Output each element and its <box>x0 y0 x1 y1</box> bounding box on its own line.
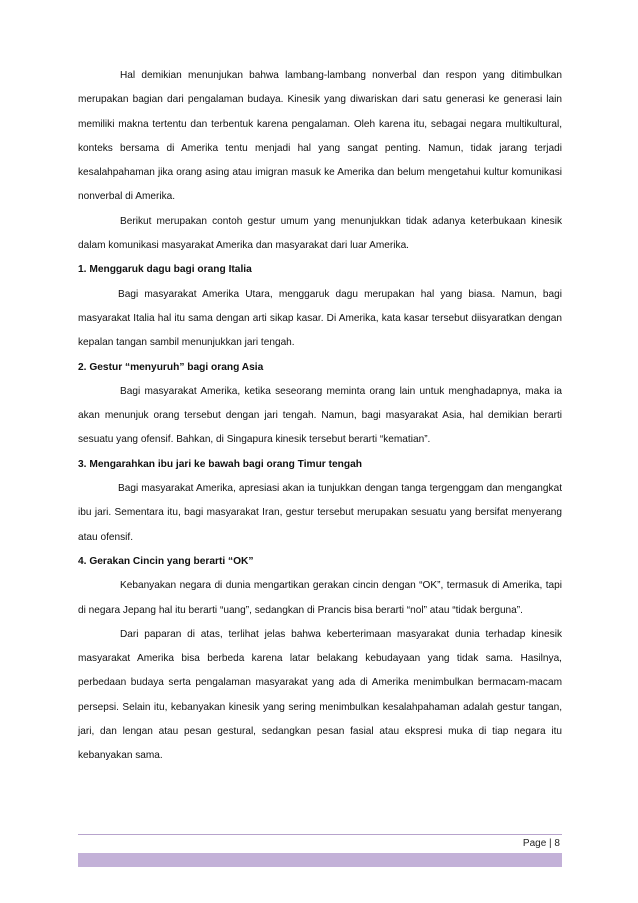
section-heading-1: 1. Menggaruk dagu bagi orang Italia <box>78 264 252 276</box>
page-number: Page | 8 <box>522 838 560 849</box>
section-heading-3: 3. Mengarahkan ibu jari ke bawah bagi orang Timur tengah <box>78 458 362 470</box>
section-text-3: Bagi masyarakat Amerika, apresiasi akan ia tunjukkan dengan tanga tergenggam dan mengangkat ibu jari. Sementara itu, bagi masyarakat Iran, gestur tersebut merupakan sesuatu yang bersifat menyerang atau ofensif. <box>78 483 562 543</box>
section-text-1: Bagi masyarakat Amerika Utara, menggaruk dagu merupakan hal yang biasa. Namun, bagi masyarakat Italia hal itu sama dengan arti sikap kasar. Di Amerika, kata kasar tersebut diisyaratkan dengan kepalan tangan sambil menunjukkan jari tengah. <box>78 288 562 349</box>
section-text-2: Bagi masyarakat Amerika, ketika seseorang meminta orang lain untuk menghadapnya, maka ia akan menunjuk orang tersebut dengan jari tengah. Namun, bagi masyarakat Asia, hal demikian berarti sesuatu yang ofensif. Bahkan, di Singapura kinesik tersebut berarti “kematian”. <box>78 385 562 446</box>
page-footer <box>78 834 562 867</box>
intro-paragraph: Hal demikian menunjukan bahwa lambang-lambang nonverbal dan respon yang ditimbulkan merupakan bagian dari pengalaman budaya. Kinesik yang diwariskan dari satu generasi ke generasi lain memiliki makna tertentu dan terbentuk karena pengalaman. Oleh karena itu, sebagai negara multikultural, konteks bersama di Amerika tentu menjadi hal yang sangat penting. Namun, tidak jarang terjadi kesalahpahaman jika orang asing atau imigran masuk ke Amerika dan belum mengetahui kultur komunikasi nonverbal di Amerika. <box>78 70 562 203</box>
section-text-4: Kebanyakan negara di dunia mengartikan gerakan cincin dengan “OK”, termasuk di Amerika, tapi di negara Jepang hal itu berarti “uang”, sedangkan di Prancis bisa berarti “nol” atau “tidak berguna”. <box>78 580 562 616</box>
document-body <box>78 64 562 769</box>
footer-band <box>78 853 562 867</box>
examples-intro-paragraph: Berikut merupakan contoh gestur umum yang menunjukkan tidak adanya keterbukaan kinesik dalam komunikasi masyarakat Amerika dan masyarakat dari luar Amerika. <box>78 215 562 252</box>
section-heading-4: 4. Gerakan Cincin yang berarti “OK” <box>78 555 254 567</box>
closing-paragraph: Dari paparan di atas, terlihat jelas bahwa keberterimaan masyarakat dunia terhadap kinesik masyarakat Amerika bisa berbeda karena latar belakang kebudayaan yang tidak sama. Hasilnya, perbedaan budaya serta pengalaman masyarakat yang ada di Amerika menimbulkan bermacam-macam persepsi. Selain itu, kebanyakan kinesik yang sering menimbulkan kesalahpahaman adalah gestur tangan, jari, dan lengan atau pesan gestural, sedangkan pesan fasial atau ekspresi muka di tiap negara itu kebanyakan sama. <box>78 628 562 762</box>
section-heading-2: 2. Gestur “menyuruh” bagi orang Asia <box>78 361 264 373</box>
